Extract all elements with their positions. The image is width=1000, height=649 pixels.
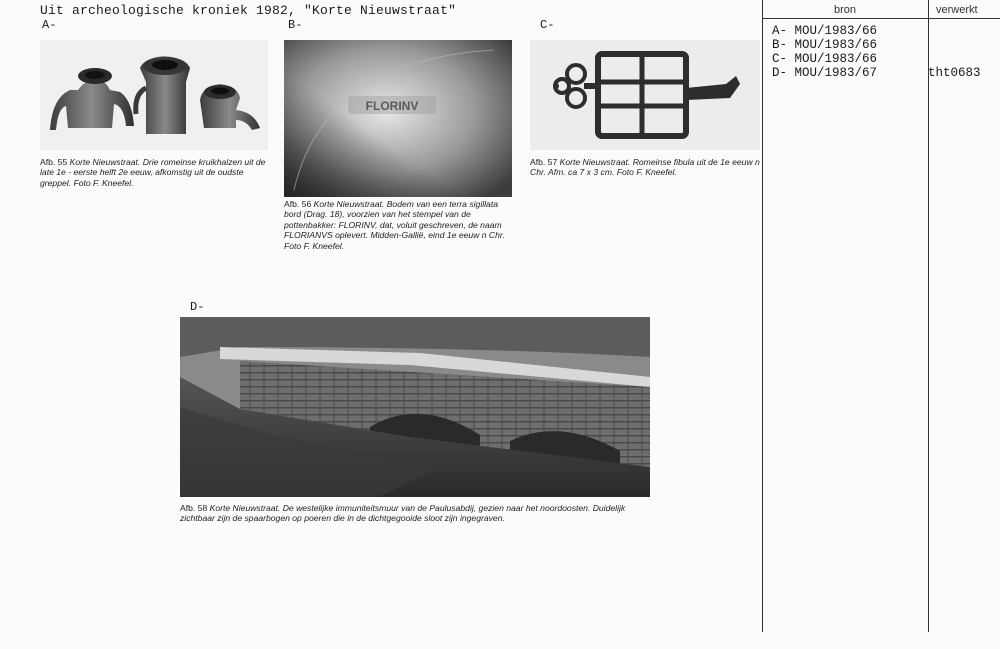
register-row-a: A- MOU/1983/66 [772, 24, 878, 38]
register-left-border [762, 0, 763, 632]
caption-afb-57 [530, 157, 762, 178]
column-header-verwerkt: verwerkt [936, 4, 978, 16]
register-header-rule [762, 18, 1000, 19]
caption-afb-56 [284, 199, 516, 251]
caption-number: Afb. 58 [180, 503, 208, 513]
photo-jug-necks [40, 40, 268, 150]
caption-number: Afb. 55 [40, 157, 68, 167]
stamp-text: FLORINV [365, 99, 419, 113]
caption-number: Afb. 57 [530, 157, 558, 167]
register-panel [762, 0, 1000, 649]
photo-sigillata-stamp [284, 40, 512, 197]
caption-text: Korte Nieuwstraat. Drie romeinse kruikhalzen uit de late 1e - eerste helft 2e eeuw, afkomstig uit de oudste greppel. Foto F. Kneefel. [40, 157, 266, 188]
figure-c-label: C- [540, 18, 555, 32]
column-header-bron: bron [834, 4, 857, 16]
register-column-divider [928, 0, 929, 632]
register-row-c: C- MOU/1983/66 [772, 52, 878, 66]
caption-text: Korte Nieuwstraat. Romeinse fibula uit de 1e eeuw n Chr. Afm. ca 7 x 3 cm. Foto F. Kneefel. [530, 157, 760, 178]
photo-immuniteitsmuur [180, 317, 650, 497]
caption-afb-55 [40, 157, 270, 188]
document-title: Uit archeologische kroniek 1982, "Korte Nieuwstraat" [40, 3, 457, 18]
caption-text: Korte Nieuwstraat. Bodem van een terra sigillata bord (Drag. 18), voorzien van het stempel van de pottenbakker: FLORINV, dat, voluit geschreven, de naam FLORIANVS oplevert. Midden-Gallië, eind 1e eeuw n Chr. Foto F. Kneefel. [284, 199, 505, 251]
register-row-d: D- MOU/1983/67 [772, 66, 878, 80]
photo-fibula [530, 40, 760, 150]
caption-afb-58 [180, 503, 658, 524]
register-row-b: B- MOU/1983/66 [772, 38, 878, 52]
figure-a-label: A- [42, 18, 57, 32]
figure-d-label: D- [190, 300, 205, 314]
register-row-d-verwerkt: tht0683 [928, 66, 981, 80]
caption-number: Afb. 56 [284, 199, 312, 209]
caption-text: Korte Nieuwstraat. De westelijke immuniteitsmuur van de Paulusabdij, gezien naar het noordoosten. Duidelijk zichtbaar zijn de spaarbogen op poeren die in de dichtgegooide sloot zijn ingegraven. [180, 503, 626, 524]
figure-b-label: B- [288, 18, 303, 32]
